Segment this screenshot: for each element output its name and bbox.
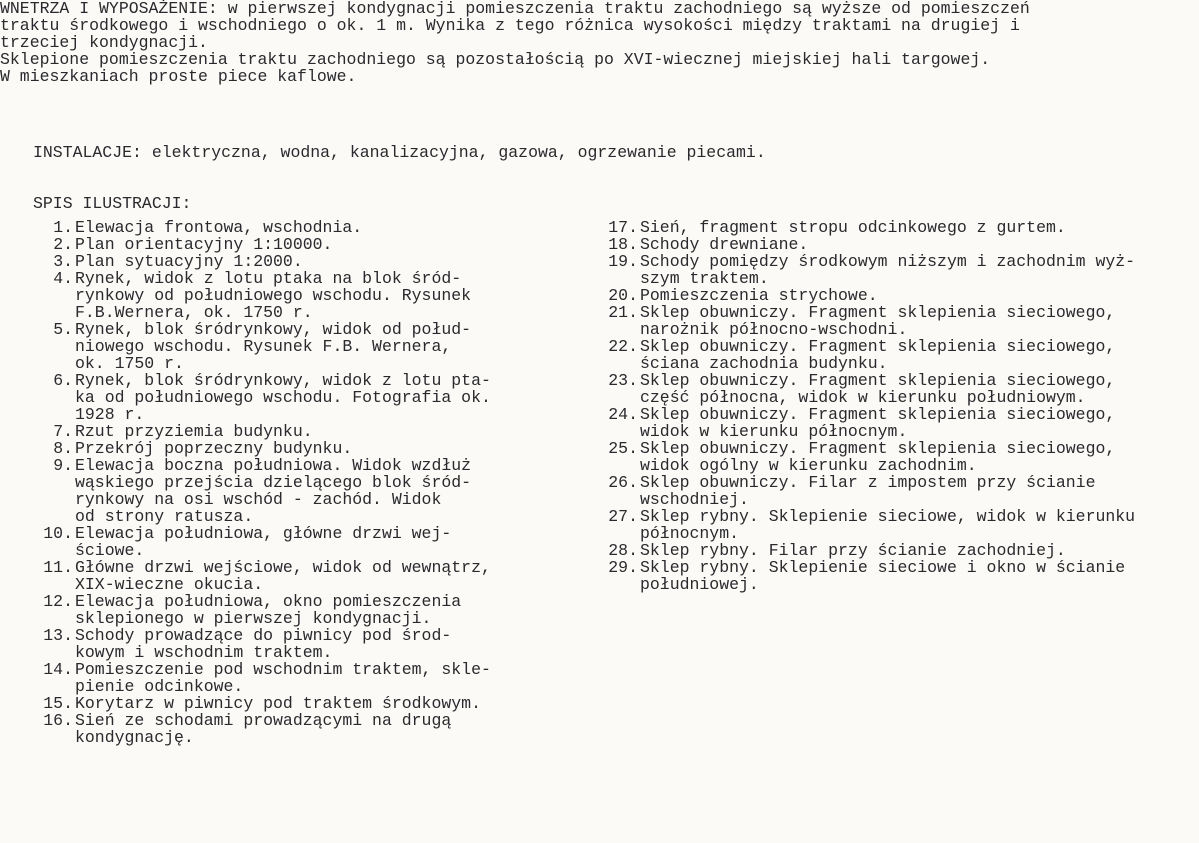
list-item: [598, 372, 1158, 406]
item-caption: Sień ze schodami prowadzącymi na drugą kondygnację.: [75, 711, 452, 747]
list-item: [33, 712, 553, 746]
intro-line: trzeciej kondygnacji.: [0, 33, 208, 52]
item-number: 29.: [608, 558, 638, 577]
item-number: 5.: [53, 320, 73, 339]
item-number: 4.: [53, 269, 73, 288]
item-number: 2.: [53, 235, 73, 254]
item-number: 23.: [608, 371, 638, 390]
item-caption: Sklep obuwniczy. Fragment sklepienia sieciowego, widok ogólny w kierunku zachodnim.: [640, 439, 1116, 475]
illustrations-list-right: [598, 219, 1158, 593]
item-caption: Przekrój poprzeczny budynku.: [75, 439, 353, 458]
item-caption: Główne drzwi wejściowe, widok od wewnątrz, XIX-wieczne okucia.: [75, 558, 491, 594]
item-caption: Plan orientacyjny 1:10000.: [75, 235, 333, 254]
item-number: 15.: [43, 694, 73, 713]
list-item: [33, 525, 553, 559]
item-caption: Rynek, widok z lotu ptaka na blok śród- rynkowy od południowego wschodu. Rysunek F.B.Wernera, ok. 1750 r.: [75, 269, 472, 322]
list-item: [33, 236, 553, 253]
item-caption: Sklep rybny. Filar przy ścianie zachodniej.: [640, 541, 1066, 560]
item-caption: Plan sytuacyjny 1:2000.: [75, 252, 303, 271]
intro-line: WNETRZA I WYPOSAŻENIE: w pierwszej kondygnacji pomieszczenia traktu zachodniego są wyższe od pomieszczeń: [0, 0, 1030, 18]
item-number: 8.: [53, 439, 73, 458]
item-number: 19.: [608, 252, 638, 271]
item-number: 11.: [43, 558, 73, 577]
item-number: 14.: [43, 660, 73, 679]
item-caption: Sień, fragment stropu odcinkowego z gurtem.: [640, 218, 1066, 237]
item-number: 25.: [608, 439, 638, 458]
item-caption: Sklep rybny. Sklepienie sieciowe i okno w ścianie południowej.: [640, 558, 1126, 594]
list-item: [33, 372, 553, 423]
item-number: 9.: [53, 456, 73, 475]
list-item: [598, 338, 1158, 372]
list-item: [598, 236, 1158, 253]
item-caption: Rynek, blok śródrynkowy, widok od połud- niowego wschodu. Rysunek F.B. Wernera, ok. 1750 r.: [75, 320, 472, 373]
item-caption: Rzut przyziemia budynku.: [75, 422, 313, 441]
list-title: SPIS ILUSTRACJI:: [33, 194, 192, 213]
item-number: 10.: [43, 524, 73, 543]
list-item: [33, 593, 553, 627]
list-item: [598, 406, 1158, 440]
list-item: [598, 440, 1158, 474]
item-caption: Korytarz w piwnicy pod traktem środkowym.: [75, 694, 481, 713]
item-number: 13.: [43, 626, 73, 645]
item-caption: Sklep obuwniczy. Fragment sklepienia sieciowego, widok w kierunku północnym.: [640, 405, 1116, 441]
item-caption: Elewacja południowa, główne drzwi wej- ściowe.: [75, 524, 452, 560]
list-item: [33, 457, 553, 525]
item-number: 28.: [608, 541, 638, 560]
list-item: [598, 474, 1158, 508]
item-number: 6.: [53, 371, 73, 390]
item-number: 24.: [608, 405, 638, 424]
list-item: [33, 559, 553, 593]
list-item: [598, 253, 1158, 287]
item-number: 7.: [53, 422, 73, 441]
list-item: [598, 219, 1158, 236]
item-caption: Sklep obuwniczy. Fragment sklepienia sieciowego, ściana zachodnia budynku.: [640, 337, 1116, 373]
item-number: 17.: [608, 218, 638, 237]
list-item: [33, 253, 553, 270]
list-item: [33, 661, 553, 695]
item-caption: Sklep rybny. Sklepienie sieciowe, widok w kierunku północnym.: [640, 507, 1136, 543]
item-caption: Sklep obuwniczy. Fragment sklepienia sieciowego, narożnik północno-wschodni.: [640, 303, 1116, 339]
item-number: 18.: [608, 235, 638, 254]
item-caption: Pomieszczenia strychowe.: [640, 286, 878, 305]
item-number: 3.: [53, 252, 73, 271]
list-item: [33, 219, 553, 236]
list-item: [33, 321, 553, 372]
item-number: 27.: [608, 507, 638, 526]
list-item: [33, 423, 553, 440]
item-number: 20.: [608, 286, 638, 305]
item-caption: Schody pomiędzy środkowym niższym i zachodnim wyż- szym traktem.: [640, 252, 1136, 288]
item-number: 21.: [608, 303, 638, 322]
item-caption: Elewacja boczna południowa. Widok wzdłuż wąskiego przejścia dzielącego blok śród- rynkowy na osi wschód - zachód. Widok od strony ratusza.: [75, 456, 472, 526]
item-number: 26.: [608, 473, 638, 492]
list-item: [33, 627, 553, 661]
illustrations-list-left: [33, 219, 553, 746]
list-item: [598, 559, 1158, 593]
item-caption: Schody drewniane.: [640, 235, 809, 254]
item-caption: Rynek, blok śródrynkowy, widok z lotu pta- ka od południowego wschodu. Fotografia ok. 1928 r.: [75, 371, 491, 424]
list-item: [33, 270, 553, 321]
item-number: 1.: [53, 218, 73, 237]
item-caption: Sklep obuwniczy. Filar z impostem przy ścianie wschodniej.: [640, 473, 1096, 509]
list-item: [598, 508, 1158, 542]
item-caption: Elewacja frontowa, wschodnia.: [75, 218, 363, 237]
list-item: [598, 304, 1158, 338]
list-item: [33, 695, 553, 712]
item-number: 16.: [43, 711, 73, 730]
intro-line: traktu środkowego i wschodniego o ok. 1 m. Wynika z tego różnica wysokości między traktami na drugiej i: [0, 16, 1020, 35]
item-caption: Sklep obuwniczy. Fragment sklepienia sieciowego, część północna, widok w kierunku południowym.: [640, 371, 1116, 407]
intro-line: Sklepione pomieszczenia traktu zachodniego są pozostałością po XVI-wiecznej miejskiej hali targowej.: [0, 50, 991, 69]
list-item: [598, 542, 1158, 559]
installations-text: INSTALACJE: elektryczna, wodna, kanalizacyjna, gazowa, ogrzewanie piecami.: [33, 143, 766, 162]
list-item: [33, 440, 553, 457]
intro-line: W mieszkaniach proste piece kaflowe.: [0, 67, 357, 86]
item-caption: Pomieszczenie pod wschodnim traktem, skle- pienie odcinkowe.: [75, 660, 491, 696]
item-caption: Elewacja południowa, okno pomieszczenia sklepionego w pierwszej kondygnacji.: [75, 592, 462, 628]
item-number: 22.: [608, 337, 638, 356]
item-number: 12.: [43, 592, 73, 611]
item-caption: Schody prowadzące do piwnicy pod środ- kowym i wschodnim traktem.: [75, 626, 452, 662]
interior-description: [0, 0, 1199, 85]
list-item: [598, 287, 1158, 304]
